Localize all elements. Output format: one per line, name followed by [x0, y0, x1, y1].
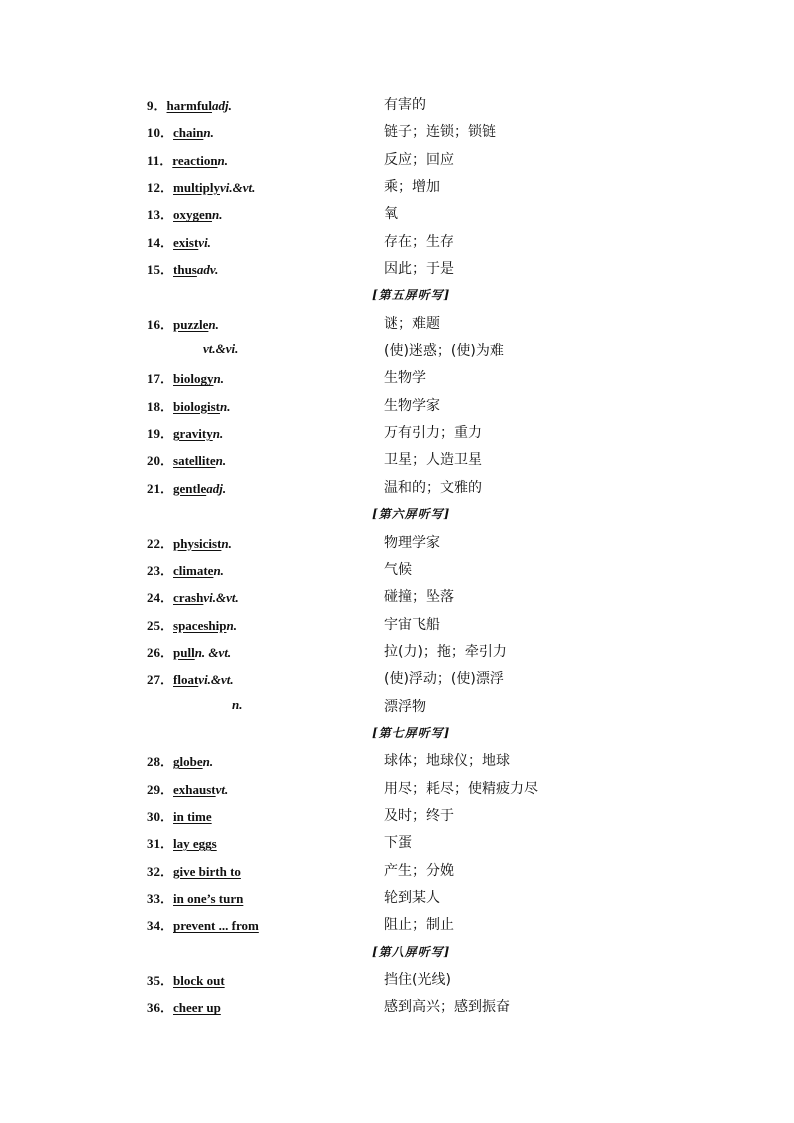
chinese-meaning: 有害的 — [384, 97, 426, 113]
chinese-meaning: 卫星；人造卫星 — [384, 452, 482, 469]
vocab-term — [147, 587, 239, 606]
english-word: spaceship — [173, 617, 227, 633]
vocab-term — [147, 150, 228, 169]
vocab-term — [147, 259, 218, 278]
vocab-entry-row — [0, 829, 794, 856]
part-of-speech: vt. — [215, 781, 229, 797]
chinese-meaning: 碰撞；坠落 — [384, 589, 454, 606]
entry-number: 19． — [147, 426, 174, 442]
part-of-speech: n. — [202, 754, 214, 770]
entry-number: 33． — [147, 890, 174, 906]
section-header: [第八屏听写] — [372, 944, 451, 959]
english-word: climate — [173, 562, 214, 578]
vocab-entry-row — [0, 392, 794, 419]
english-word: exhaust — [173, 781, 216, 797]
vocab-term — [147, 95, 232, 114]
vocab-term — [147, 806, 212, 825]
english-word: in one’s turn — [173, 890, 244, 906]
english-word: cheer up — [173, 1000, 221, 1016]
vocab-entry-row — [0, 556, 794, 583]
vocab-term — [147, 450, 226, 469]
vocab-entry-row — [0, 747, 794, 774]
vocab-entry-row — [0, 884, 794, 911]
english-word: give birth to — [173, 863, 241, 879]
part-of-speech: n. — [208, 316, 219, 332]
vocab-continuation-row — [0, 337, 794, 364]
section-header: [第五屏听写] — [372, 288, 451, 303]
entry-number: 17． — [147, 371, 174, 387]
vocab-entry-row — [0, 857, 794, 884]
vocab-entry-row — [0, 583, 794, 610]
english-word: satellite — [173, 453, 216, 469]
english-word: harmful — [166, 98, 213, 113]
vocab-term — [147, 669, 234, 688]
vocab-term — [147, 642, 231, 661]
vocab-entry-row — [0, 966, 794, 993]
english-word: pull — [173, 644, 195, 660]
part-of-speech: n. — [212, 426, 224, 442]
entry-number: 28． — [147, 754, 174, 770]
vocab-term — [147, 560, 224, 579]
chinese-meaning: 物理学家 — [384, 534, 440, 551]
entry-number: 35． — [147, 973, 174, 988]
vocab-term — [147, 615, 237, 634]
english-word: biologist — [173, 398, 220, 414]
part-of-speech: vi.&vt. — [219, 180, 256, 196]
vocab-entry-row — [0, 419, 794, 446]
vocab-term — [147, 997, 221, 1016]
chinese-meaning: 反应；回应 — [384, 151, 454, 168]
vocab-term — [147, 779, 228, 798]
vocab-entry-row — [0, 255, 794, 282]
part-of-speech: n. — [226, 617, 237, 633]
entry-number: 18． — [147, 398, 174, 414]
part-of-speech: n. — [212, 207, 223, 223]
chinese-meaning: (使)浮动；(使)漂浮 — [384, 671, 504, 688]
english-word: globe — [173, 754, 203, 770]
chinese-meaning: 球体；地球仪；地球 — [384, 753, 510, 770]
vocab-entry-row — [0, 228, 794, 255]
entry-number: 14． — [147, 234, 174, 250]
chinese-meaning: 漂浮物 — [384, 698, 426, 715]
vocab-term — [147, 888, 243, 907]
part-of-speech: n. &vt. — [194, 644, 232, 660]
vocab-entry-row — [0, 146, 794, 173]
entry-number: 16． — [147, 316, 174, 332]
vocab-term — [147, 915, 259, 934]
part-of-speech: n. — [213, 371, 224, 387]
english-word: oxygen — [173, 207, 213, 223]
part-of-speech: n. — [215, 453, 227, 469]
entry-number: 13． — [147, 207, 174, 223]
vocab-term — [147, 177, 255, 196]
vocab-entry-row — [0, 529, 794, 556]
vocab-entry-row — [0, 665, 794, 692]
vocab-term — [147, 861, 241, 880]
chinese-meaning: 万有引力；重力 — [384, 425, 482, 442]
section-header-row — [0, 282, 794, 309]
english-word: gravity — [173, 426, 213, 442]
entry-number: 12． — [147, 180, 174, 196]
chinese-meaning: 氧 — [384, 206, 398, 223]
entry-number: 11． — [147, 152, 173, 168]
vocab-entry-row — [0, 91, 794, 118]
entry-number: 20． — [147, 453, 174, 469]
vocab-term — [147, 533, 232, 552]
chinese-meaning: 链子；连锁；锁链 — [384, 124, 496, 141]
vocab-term — [147, 970, 225, 989]
entry-number: 30． — [147, 808, 174, 824]
part-of-speech: n. — [232, 696, 243, 712]
part-of-speech: n. — [203, 125, 214, 141]
vocab-entry-row — [0, 173, 794, 200]
chinese-meaning: 生物学家 — [384, 397, 440, 414]
entry-number: 31． — [147, 836, 174, 852]
vocab-term — [147, 204, 223, 223]
english-word: in time — [173, 808, 212, 824]
entry-number: 25． — [147, 617, 174, 633]
vocab-term — [147, 368, 224, 387]
vocab-entry-row — [0, 364, 794, 391]
entry-number: 10． — [147, 125, 174, 141]
vocab-continuation-row — [0, 693, 794, 720]
vocab-term — [147, 478, 226, 497]
entry-number: 27． — [147, 672, 174, 688]
vocab-term — [147, 122, 214, 141]
vocab-entry-row — [0, 446, 794, 473]
chinese-meaning: (使)迷惑；(使)为难 — [384, 343, 504, 360]
part-of-speech: vi.&vt. — [203, 590, 239, 606]
part-of-speech: adv. — [196, 262, 219, 278]
chinese-meaning: 产生；分娩 — [384, 862, 454, 879]
chinese-meaning: 感到高兴；感到振奋 — [384, 999, 510, 1016]
chinese-meaning: 阻止；制止 — [384, 917, 454, 934]
vocab-entry-row — [0, 474, 794, 501]
chinese-meaning: 挡住(光线) — [384, 972, 451, 988]
chinese-meaning: 下蛋 — [384, 835, 412, 852]
chinese-meaning: 宇宙飞船 — [384, 616, 440, 633]
vocab-term — [147, 423, 223, 442]
vocab-term — [147, 232, 211, 251]
chinese-meaning: 拉(力)；拖；牵引力 — [384, 643, 507, 660]
vocab-entry-row — [0, 775, 794, 802]
vocab-entry-row — [0, 638, 794, 665]
english-word: chain — [173, 125, 204, 141]
chinese-meaning: 轮到某人 — [384, 889, 440, 906]
vocab-term — [232, 697, 242, 713]
vocab-entry-row — [0, 911, 794, 938]
vocab-term — [203, 341, 238, 357]
part-of-speech: vi. — [198, 234, 211, 250]
vocab-term — [147, 314, 219, 333]
vocab-entry-row — [0, 802, 794, 829]
section-header: [第七屏听写] — [372, 725, 451, 740]
vocab-term — [147, 396, 230, 415]
part-of-speech: vt.&vi. — [203, 341, 239, 357]
entry-number: 23． — [147, 562, 174, 578]
english-word: lay eggs — [173, 836, 217, 852]
section-header: [第六屏听写] — [372, 507, 451, 522]
english-word: reaction — [172, 152, 218, 168]
vocab-entry-row — [0, 200, 794, 227]
chinese-meaning: 乘；增加 — [384, 179, 440, 196]
section-header-row — [0, 939, 794, 966]
english-word: crash — [173, 590, 204, 606]
entry-number: 32． — [147, 863, 174, 879]
chinese-meaning: 谜；难题 — [384, 315, 440, 332]
part-of-speech: adj. — [206, 480, 227, 496]
chinese-meaning: 气候 — [384, 561, 412, 578]
vocab-entry-row — [0, 310, 794, 337]
english-word: physicist — [173, 535, 222, 551]
entry-number: 9． — [147, 98, 167, 113]
vocab-entry-row — [0, 611, 794, 638]
vocabulary-list — [0, 91, 794, 1021]
chinese-meaning: 温和的；文雅的 — [384, 479, 482, 496]
chinese-meaning: 及时；终于 — [384, 807, 454, 824]
entry-number: 29． — [147, 781, 174, 797]
english-word: exist — [173, 234, 199, 250]
part-of-speech: n. — [219, 398, 231, 414]
english-word: multiply — [173, 180, 220, 196]
chinese-meaning: 存在；生存 — [384, 233, 454, 250]
english-word: prevent ... from — [173, 918, 259, 934]
vocab-term — [147, 833, 217, 852]
entry-number: 21． — [147, 480, 174, 496]
english-word: gentle — [173, 480, 207, 496]
part-of-speech: vi.&vt. — [198, 672, 234, 688]
vocab-entry-row — [0, 993, 794, 1020]
english-word: puzzle — [173, 316, 209, 332]
vocab-entry-row — [0, 118, 794, 145]
english-word: biology — [173, 371, 214, 387]
section-header-row — [0, 501, 794, 528]
part-of-speech: adj. — [212, 98, 232, 113]
part-of-speech: n. — [217, 152, 229, 168]
entry-number: 24． — [147, 590, 174, 606]
chinese-meaning: 用尽；耗尽；使精疲力尽 — [384, 780, 538, 797]
entry-number: 36． — [147, 1000, 174, 1016]
chinese-meaning: 因此；于是 — [384, 261, 454, 278]
chinese-meaning: 生物学 — [384, 370, 426, 387]
english-word: block out — [173, 973, 225, 988]
entry-number: 26． — [147, 644, 174, 660]
vocab-term — [147, 751, 213, 770]
part-of-speech: n. — [221, 535, 232, 551]
section-header-row — [0, 720, 794, 747]
english-word: thus — [173, 262, 197, 278]
entry-number: 15． — [147, 262, 174, 278]
entry-number: 22． — [147, 535, 174, 551]
english-word: float — [173, 672, 199, 688]
entry-number: 34． — [147, 918, 174, 934]
part-of-speech: n. — [213, 562, 224, 578]
